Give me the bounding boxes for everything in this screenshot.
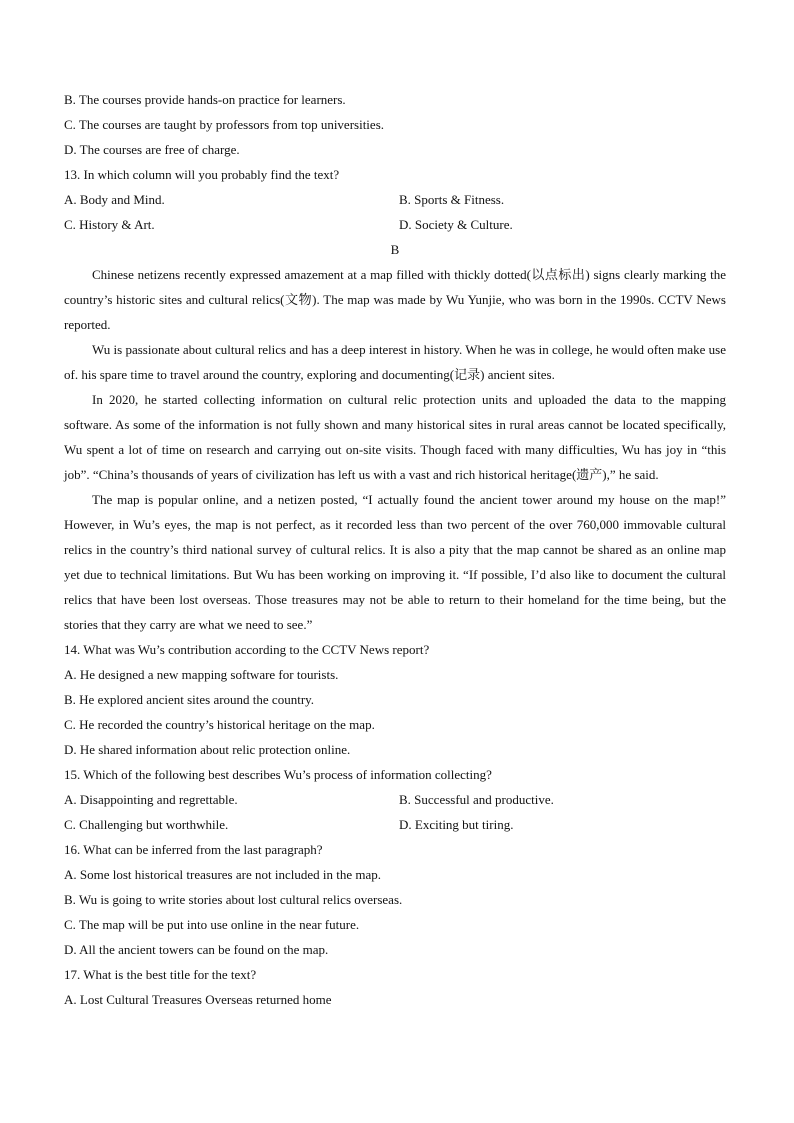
q13-option-d: D. Society & Culture.	[399, 217, 513, 232]
q15-options-row-1	[64, 787, 726, 812]
q12-option-c: C. The courses are taught by professors from top universities.	[64, 117, 384, 132]
q15-stem: 15. Which of the following best describes Wu’s process of information collecting?	[64, 767, 492, 782]
q14-option-b: B. He explored ancient sites around the country.	[64, 692, 315, 707]
q14-stem: 14. What was Wu’s contribution according to the CCTV News report?	[64, 642, 430, 657]
q13-stem: 13. In which column will you probably find the text?	[64, 167, 340, 182]
q17-stem: 17. What is the best title for the text?	[64, 967, 257, 982]
passage-paragraph-1: Chinese netizens recently expressed amazement at a map filled with thickly dotted(以点标出) signs clearly marking the country’s historic sites and cultural relics(文物). The map was made by Wu Yunjie, who was born in the 1990s. CCTV News reported.	[64, 267, 726, 332]
q14-option-c: C. He recorded the country’s historical heritage on the map.	[64, 717, 375, 732]
q16-option-c: C. The map will be put into use online in the near future.	[64, 917, 360, 932]
q14-option-a: A. He designed a new mapping software for tourists.	[64, 667, 339, 682]
q13-option-c: C. History & Art.	[64, 217, 155, 232]
q17-option-a: A. Lost Cultural Treasures Overseas returned home	[64, 992, 332, 1007]
q15-option-b: B. Successful and productive.	[399, 792, 554, 807]
passage-paragraph-4: The map is popular online, and a netizen posted, “I actually found the ancient tower around my house on the map!” However, in Wu’s eyes, the map is not perfect, as it recorded less than two percent of the over 760,000 immovable cultural relics in the country’s third national survey of cultural relics. It is also a pity that the map cannot be shared as an online map yet due to technical limitations. But Wu has been working on improving it. “If possible, I’d also like to document the cultural relics that have been lost overseas. Those treasures may not be able to return to their homeland for the time being, but the stories that they carry are what we need to see.”	[64, 492, 726, 632]
q13-options-row-2	[64, 212, 726, 237]
q13-options-row-1	[64, 187, 726, 212]
q16-option-a: A. Some lost historical treasures are not included in the map.	[64, 867, 381, 882]
exam-page	[64, 87, 726, 1012]
q15-options-row-2	[64, 812, 726, 837]
q16-stem: 16. What can be inferred from the last paragraph?	[64, 842, 323, 857]
passage-paragraph-3: In 2020, he started collecting information on cultural relic protection units and uploaded the data to the mapping software. As some of the information is not fully shown and many historical sites in rural areas cannot be located specifically, Wu spent a lot of time on research and carrying out on-site visits. Though faced with many difficulties, Wu has joy in “this job”. “China’s thousands of years of civilization has left us with a vast and rich historical heritage(遗产),” he said.	[64, 392, 726, 482]
q16-option-d: D. All the ancient towers can be found on the map.	[64, 942, 329, 957]
q13-option-b: B. Sports & Fitness.	[399, 192, 505, 207]
q13-option-a: A. Body and Mind.	[64, 192, 165, 207]
q16-option-b: B. Wu is going to write stories about lost cultural relics overseas.	[64, 892, 403, 907]
q15-option-d: D. Exciting but tiring.	[399, 817, 514, 832]
q12-option-b: B. The courses provide hands-on practice for learners.	[64, 92, 346, 107]
q15-option-a: A. Disappointing and regrettable.	[64, 792, 238, 807]
q14-option-d: D. He shared information about relic protection online.	[64, 742, 351, 757]
q15-option-c: C. Challenging but worthwhile.	[64, 817, 229, 832]
section-heading: B	[390, 242, 400, 257]
q12-option-d: D. The courses are free of charge.	[64, 142, 240, 157]
passage-paragraph-2: Wu is passionate about cultural relics and has a deep interest in history. When he was in college, he would often make use of. his spare time to travel around the country, exploring and documenting(记录) ancient sites.	[64, 342, 726, 382]
